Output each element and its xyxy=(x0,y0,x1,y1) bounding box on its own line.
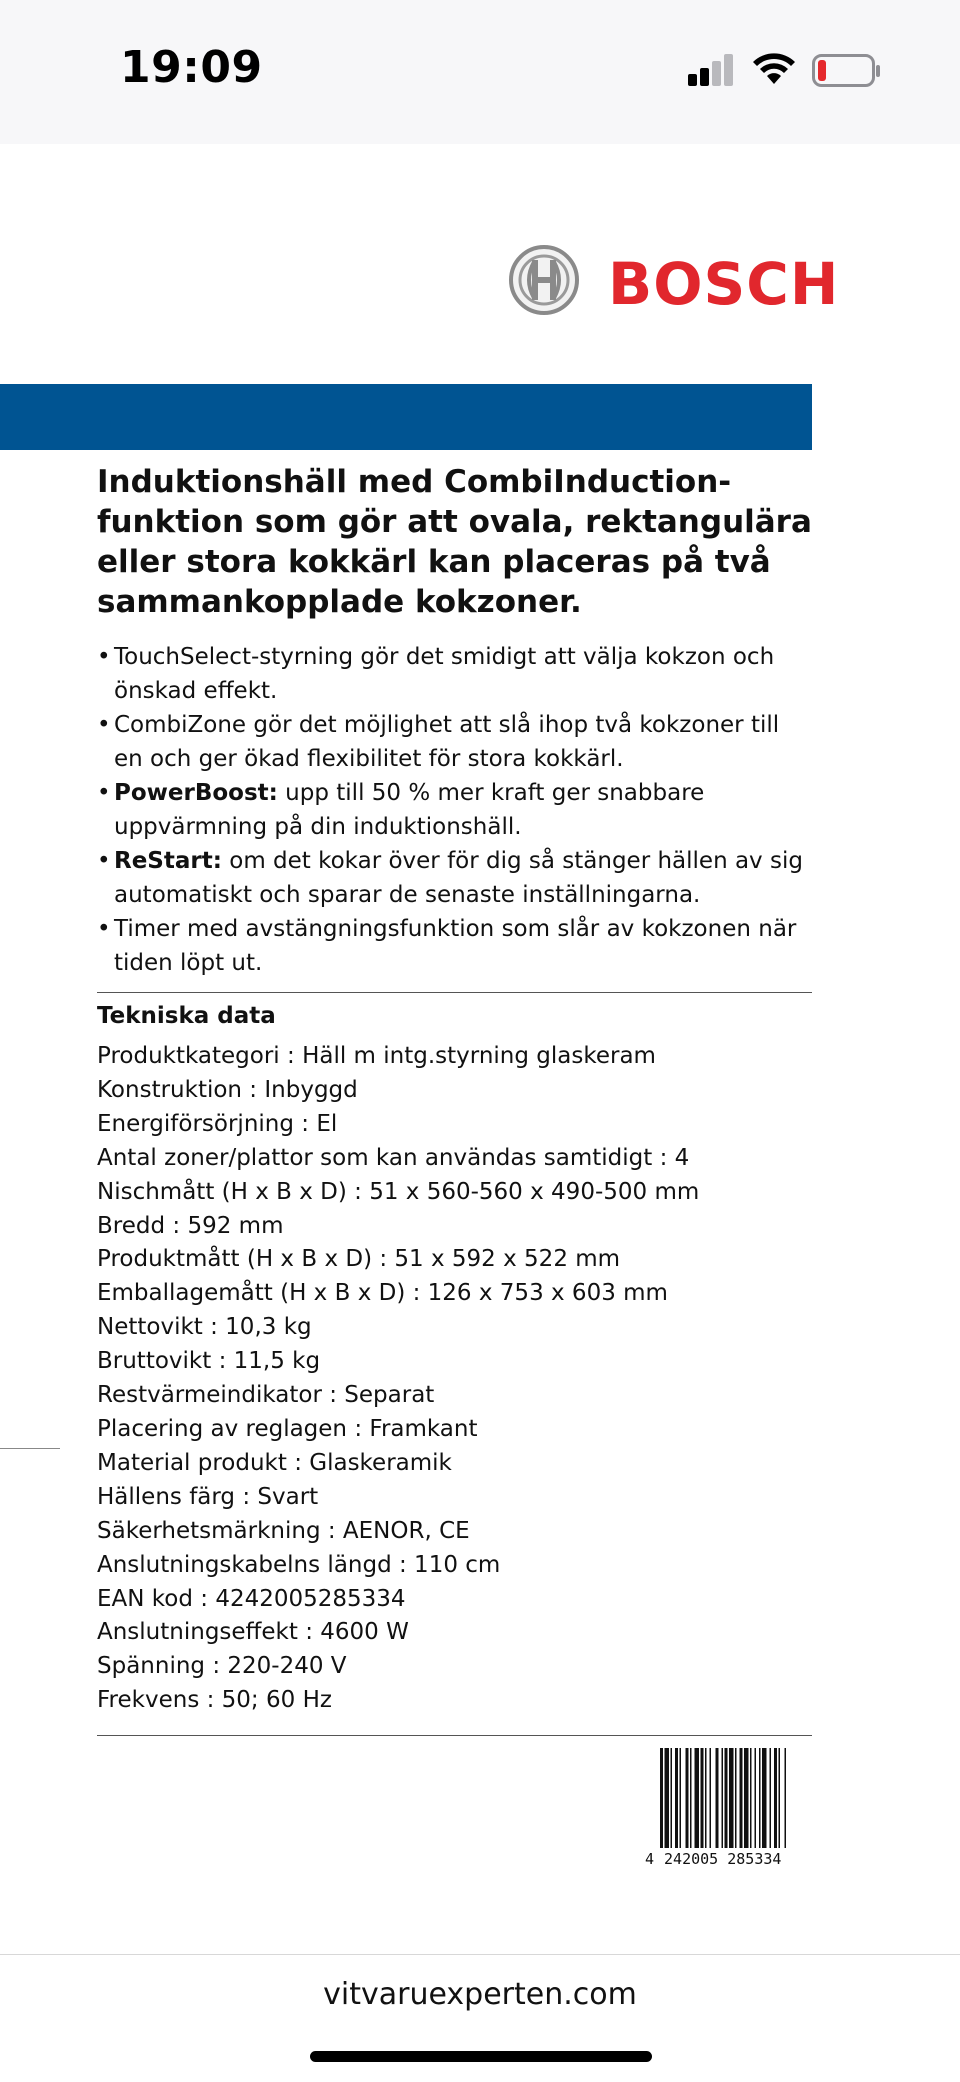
barcode-number xyxy=(645,1850,781,1868)
spec-row: Produktmått (H x B x D) : 51 x 592 x 522 mm xyxy=(97,1246,621,1273)
barcode-bar xyxy=(762,1748,767,1848)
spec-row: Konstruktion : Inbyggd xyxy=(97,1076,358,1103)
spec-row: Placering av reglagen : Framkant xyxy=(97,1415,478,1442)
barcode-bar xyxy=(750,1748,752,1848)
feature-list xyxy=(97,640,812,980)
feature-item: • PowerBoost: upp till 50 % mer kraft ger snabbare uppvärmning på din induktionshäll. xyxy=(97,776,812,844)
barcode xyxy=(660,1748,812,1848)
spec-row: Restvärmeindikator : Separat xyxy=(97,1382,435,1409)
barcode-bar xyxy=(660,1748,663,1848)
barcode-bar xyxy=(725,1748,728,1848)
barcode-bar xyxy=(705,1748,707,1848)
spec-list xyxy=(97,1040,699,1718)
spec-row: Hällens färg : Svart xyxy=(97,1483,319,1510)
brand-band xyxy=(0,384,812,450)
spec-row: EAN kod : 4242005285334 xyxy=(97,1585,406,1612)
spec-row: Frekvens : 50; 60 Hz xyxy=(97,1687,332,1714)
barcode-bar xyxy=(729,1748,734,1848)
barcode-bar xyxy=(710,1748,712,1848)
spec-row: Nischmått (H x B x D) : 51 x 560-560 x 490-500 mm xyxy=(97,1178,700,1205)
barcode-bar xyxy=(770,1748,772,1848)
tech-data-heading: Tekniska data xyxy=(97,1003,276,1029)
feature-item: • TouchSelect-styrning gör det smidigt att välja kokzon och önskad effekt. xyxy=(97,640,812,708)
status-time: 19:09 xyxy=(120,42,263,93)
spec-row: Bredd : 592 mm xyxy=(97,1212,284,1239)
barcode-bar xyxy=(701,1748,704,1848)
barcode-bar xyxy=(686,1748,689,1848)
barcode-bar xyxy=(665,1748,670,1848)
barcode-bar xyxy=(740,1748,743,1848)
barcode-bar xyxy=(690,1748,692,1848)
barcode-bar xyxy=(716,1748,719,1848)
barcode-bar xyxy=(785,1748,787,1848)
spec-row: Säkerhetsmärkning : AENOR, CE xyxy=(97,1517,470,1544)
divider xyxy=(97,992,812,993)
product-headline: Induktionshäll med CombiInduction-funktion som gör att ovala, rektangulära eller stora kokkärl kan placeras på två sammankopplade kokzoner. xyxy=(97,464,812,620)
barcode-bar xyxy=(695,1748,700,1848)
browser-bottom-bar xyxy=(0,1954,960,2082)
home-indicator[interactable] xyxy=(310,2051,652,2062)
cellular-signal-icon xyxy=(688,54,736,88)
spec-row: Emballagemått (H x B x D) : 126 x 753 x 603 mm xyxy=(97,1280,668,1307)
barcode-bar xyxy=(735,1748,737,1848)
spec-row: Antal zoner/plattor som kan användas samtidigt : 4 xyxy=(97,1144,690,1171)
bosch-emblem-icon xyxy=(508,244,580,316)
wifi-icon xyxy=(752,52,796,86)
page-edge-line xyxy=(0,1448,60,1449)
spec-row: Nettovikt : 10,3 kg xyxy=(97,1314,312,1341)
barcode-bar xyxy=(774,1748,777,1848)
address-bar-url[interactable]: vitvaruexperten.com xyxy=(323,1977,637,2012)
spec-row: Material produkt : Glaskeramik xyxy=(97,1449,452,1476)
spec-row: Anslutningseffekt : 4600 W xyxy=(97,1619,409,1646)
feature-item: • Timer med avstängningsfunktion som slår av kokzonen när tiden löpt ut. xyxy=(97,912,812,980)
barcode-bar xyxy=(755,1748,757,1848)
spec-row: Bruttovikt : 11,5 kg xyxy=(97,1348,321,1375)
spec-row: Produktkategori : Häll m intg.styrning glaskeram xyxy=(97,1043,656,1069)
barcode-bar xyxy=(675,1748,678,1848)
barcode-lead-digit: 4 xyxy=(645,1850,655,1868)
spec-row: Spänning : 220-240 V xyxy=(97,1653,347,1680)
barcode-bar xyxy=(744,1748,749,1848)
battery-low-icon xyxy=(812,54,882,88)
spec-row: Anslutningskabelns längd : 110 cm xyxy=(97,1551,501,1578)
barcode-bar xyxy=(680,1748,682,1848)
barcode-digits: 242005 285334 xyxy=(664,1850,782,1868)
barcode-bar xyxy=(722,1748,724,1848)
feature-item: • ReStart: om det kokar över för dig så stänger hällen av sig automatiskt och sparar de senaste inställningarna. xyxy=(97,844,812,912)
feature-item: • CombiZone gör det möjlighet att slå ihop två kokzoner till en och ger ökad flexibilitet för stora kokkärl. xyxy=(97,708,812,776)
bosch-wordmark: BOSCH xyxy=(608,250,840,318)
status-bar xyxy=(0,0,960,144)
spec-row: Energiförsörjning : El xyxy=(97,1110,338,1137)
barcode-bar xyxy=(759,1748,761,1848)
divider xyxy=(97,1735,812,1736)
barcode-bar xyxy=(779,1748,781,1848)
barcode-bar xyxy=(671,1748,673,1848)
